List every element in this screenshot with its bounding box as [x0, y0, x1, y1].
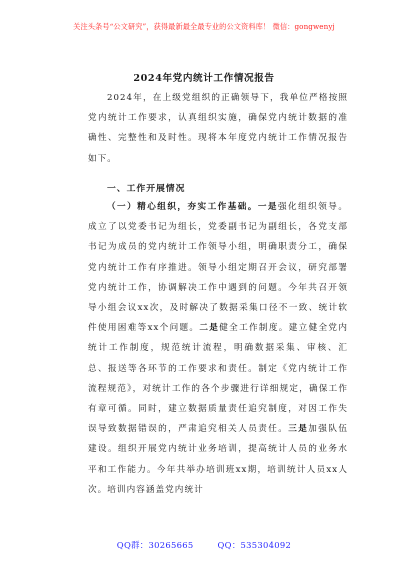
point-marker-1: 一是: [257, 202, 278, 212]
point-marker-2: 二是: [199, 323, 220, 334]
subsection-heading: （一）精心组织，夯实工作基础。: [107, 202, 258, 212]
header-promo-note: 关注头条号“公文研究”，获得最新最全最专业的公文资料库！ 微信：gongwenyj: [73, 22, 335, 31]
document-title: 2024年党内统计工作情况报告: [133, 73, 275, 84]
point-text-2: 健全工作制度。建立健全党内统计工作制度，规范统计流程，明确数据采集、审核、汇总、报送等各环节的工作要求和责任。制定《党内统计工作流程规范》，对统计工作的各个步骤进行详细规定，确保工作有章可循。同时，建立数据质量责任追究制度，对因工作失误导致数据错误的，严肃追究相关人员责任。: [88, 323, 348, 435]
point-text-1: 强化组织领导。成立了以党委书记为组长，党委副书记为副组长，各党支部书记为成员的党内统计工作领导小组，明确职责分工，确保党内统计工作有序推进。领导小组定期召开会议，研究部署党内统计工作，协调解决工作中遇到的问题。今年共召开领导小组会议xx次，及时解决了数据采集口径不一致、统计软件使用困难等xx个问题。: [88, 202, 348, 334]
footer-contact: [0, 539, 408, 551]
section-paragraph: [88, 197, 348, 500]
point-marker-3: 三是: [288, 424, 309, 435]
qq-group-number: QQ群：30265665: [116, 540, 194, 550]
intro-paragraph: 2024年，在上级党组织的正确领导下，我单位严格按照党内统计工作要求，认真组织实施，确保党内统计数据的准确性、完整性和及时性。现将本年度党内统计工作情况报告如下。: [88, 93, 348, 164]
qq-number: QQ：535304092: [217, 540, 292, 550]
point-text-3: 加强队伍建设。组织开展党内统计业务培训，提高统计人员的业务水平和工作能力。今年共举办培训班xx期，培训统计人员xx人次。培训内容涵盖党内统计: [88, 424, 348, 495]
section-heading: 一、工作开展情况: [107, 184, 186, 194]
